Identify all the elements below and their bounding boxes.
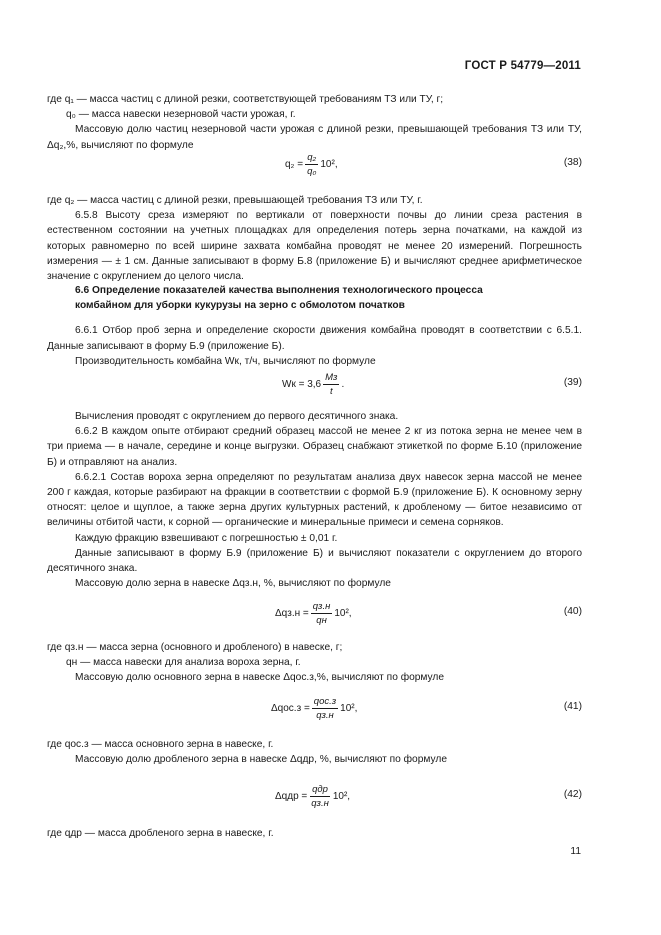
paragraph-formula-39-intro: Производительность комбайна Wк, т/ч, вычисляют по формуле [75,355,376,367]
page-number: 11 [570,846,581,857]
paragraph-data-record: Данные записывают в форму Б.9 (приложение Б) и вычисляют показатели с округлением до второго десятичного знака. [47,547,582,575]
text-block-4 [47,640,582,686]
formula-40 [47,596,582,630]
text-block-5 [47,737,582,767]
formula-39-expression [282,367,344,401]
formula-38-expression [285,147,338,181]
formula-42-expression [275,779,350,813]
formula-39-denominator: t [329,385,333,397]
paragraph-6-6-2-1: 6.6.2.1 Состав вороха зерна определяют по результатам анализа двух навесок зерна массой не менее 200 г каждая, которые разбирают на фракции в соответствии с формой Б.9 (приложение Б). К основному зерну относят: целое и щуплое, а также зерна других культурных растений, к дробленому — битое независимо от величины отбитой части, к сорной — органические и минеральные примеси и семена сорняков. [47,471,582,529]
formula-42-number: (42) [563,789,582,800]
text-block-2 [47,193,582,284]
paragraph-6-6-1: 6.6.1 Отбор проб зерна и определение скорости движения комбайна проводят в соответствии с 6.5.1. Данные записывают в форму Б.9 (приложение Б). [47,325,582,352]
definition-q2: где q₂ — масса частиц с длиной резки, превышающей требования ТЗ или ТУ, г. [47,195,423,206]
text-block-6 [47,826,582,841]
definition-qdr: где qдр — масса дробленого зерна в навеске, г. [47,828,274,839]
formula-38-lhs: q₂ = [285,158,304,170]
formula-42-fraction [309,783,331,810]
formula-38-fraction [305,151,318,178]
formula-39-number: (39) [563,377,582,388]
formula-41-number: (41) [563,701,582,712]
formula-41-numerator: qос.з [313,695,337,707]
formula-38-number: (38) [563,157,582,168]
paragraph-formula-41-intro: Массовую долю основного зерна в навеске Δqос.з,%, вычисляют по формуле [75,672,445,684]
formula-40-fraction [311,600,333,627]
definition-qosz: где qос.з — масса основного зерна в навеске, г. [47,739,274,750]
formula-41-denominator: qз.н [316,709,334,721]
formula-41 [47,691,582,725]
definition-q0: q₀ — масса навески незерновой части урожая, г. [66,109,296,121]
formula-42-numerator: qдр [312,783,328,795]
formula-39-lhs: Wк = 3,6 [282,378,322,390]
section-heading-line-1: 6.6 Определение показателей качества выполнения технологического процесса [75,285,483,296]
formula-38 [47,147,582,181]
text-block-3 [47,409,582,591]
formula-39-numerator: Mз [325,371,338,383]
formula-40-number: (40) [563,606,582,617]
formula-42-denominator: qз.н [311,797,329,809]
text-block-1 [47,92,582,153]
formula-41-fraction [312,695,338,722]
formula-38-numerator: q₂ [307,151,317,163]
formula-41-rhs: 10², [340,702,358,714]
paragraph-rounding: Вычисления проводят с округлением до первого десятичного знака. [75,411,399,422]
paragraph-formula-38-intro: Массовую долю частиц незерновой части урожая с длиной резки, превышающей требования ТЗ или ТУ, Δq₂,%, вычисляют по формуле [47,124,582,151]
formula-38-rhs: 10², [320,158,338,170]
formula-40-lhs: Δqз.н = [275,607,309,619]
definition-qn: qн — масса навески для анализа вороха зерна, г. [66,657,301,669]
definition-qzn: где qз.н — масса зерна (основного и дробленого) в навеске, г; [47,642,343,653]
formula-40-denominator: qн [316,614,327,626]
definition-q1: где q₁ — масса частиц с длиной резки, соответствующей требованиям ТЗ или ТУ, г; [47,94,444,105]
section-6-6 [47,283,582,369]
paragraph-weighing: Каждую фракцию взвешивают с погрешностью ± 0,01 г. [75,532,338,544]
section-heading-line-2: комбайном для уборки кукурузы на зерно с обмолотом початков [75,300,405,312]
standard-number: ГОСТ Р 54779—2011 [464,60,581,72]
formula-40-rhs: 10², [334,607,352,619]
formula-40-expression [275,596,352,630]
paragraph-6-6-2: 6.6.2 В каждом опыте отбирают средний образец массой не менее 2 кг из потока зерна не менее чем в три приема — в начале, середине и конце выгрузки. Образец снабжают этикеткой по форме Б.10 (приложение Б) и отправляют на анализ. [47,426,582,468]
paragraph-formula-40-intro: Массовую долю зерна в навеске Δqз.н, %, вычисляют по формуле [75,578,391,590]
formula-38-denominator: q₀ [307,165,317,177]
formula-39-fraction [323,371,339,398]
formula-39 [47,367,582,401]
paragraph-formula-42-intro: Массовую долю дробленого зерна в навеске Δqдр, %, вычисляют по формуле [75,754,447,766]
formula-40-numerator: qз.н [312,600,331,612]
formula-39-rhs: . [341,378,345,390]
formula-42 [47,779,582,813]
formula-41-expression [271,691,357,725]
formula-41-lhs: Δqос.з = [271,702,310,714]
paragraph-6-5-8: 6.5.8 Высоту среза измеряют по вертикали от поверхности почвы до линии среза растения в естественном состоянии на учетных площадках для определения потерь зерна початками, на каждой из которых равномерно по всей ширине захвата комбайна проводят не менее 20 измерений. Погрешность измерения — ± 1 см. Данные записывают в форму Б.8 (приложение Б) и вычисляют среднее арифметическое значение с округлением до целого числа. [47,210,582,283]
formula-42-rhs: 10², [332,790,351,802]
formula-42-lhs: Δqдр = [275,790,308,802]
